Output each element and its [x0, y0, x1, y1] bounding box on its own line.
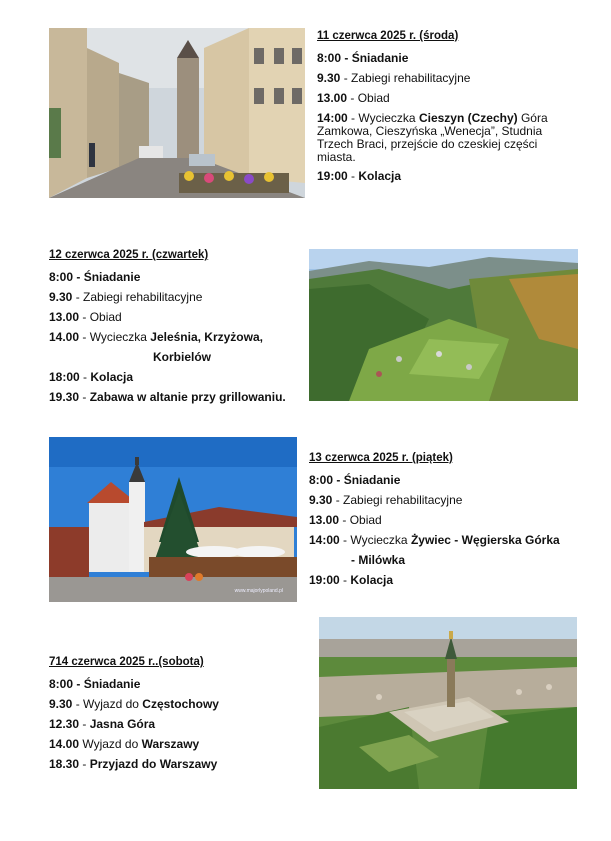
- photo-town-street: [49, 28, 305, 198]
- day-block-thursday: [49, 245, 299, 407]
- schedule-item: 8:00 - Śniadanie: [309, 473, 401, 487]
- photo-jasna-gora-aerial: [319, 617, 577, 789]
- schedule-item-continued: - Milówka: [351, 553, 406, 567]
- photo-watermark: www.majorlypoland.pl: [234, 588, 283, 594]
- day-title: 13 czerwca 2025 r. (piątek): [309, 452, 453, 464]
- schedule-item: 14:00 - Wycieczka Cieszyn (Czechy) Góra Zamkowa, Cieszyńska „Wenecja”, Studnia Trzech Braci, przejście do czeskiej części miasta.: [317, 111, 548, 164]
- schedule-item: 8:00 - Śniadanie: [49, 677, 141, 691]
- schedule-item: 13.00 - Obiad: [309, 513, 382, 527]
- schedule-item: 19:00 - Kolacja: [309, 573, 394, 587]
- day-title: 12 czerwca 2025 r. (czwartek): [49, 249, 209, 261]
- schedule-item: 9.30 - Zabiegi rehabilitacyjne: [49, 290, 203, 304]
- schedule-item: 18:00 - Kolacja: [49, 370, 134, 384]
- schedule-item: 8:00 - Śniadanie: [49, 270, 141, 284]
- schedule-item: 19.30 - Zabawa w altanie przy grillowaniu.: [49, 390, 286, 404]
- day-block-friday: [309, 448, 579, 590]
- schedule-item: 9.30 - Zabiegi rehabilitacyjne: [309, 493, 463, 507]
- schedule-item: 14:00 - Wycieczka Żywiec - Węgierska Górka: [309, 533, 560, 547]
- schedule-item: 19:00 - Kolacja: [317, 169, 402, 183]
- schedule-item: 12.30 - Jasna Góra: [49, 717, 156, 731]
- schedule-item: 18.30 - Przyjazd do Warszawy: [49, 757, 218, 771]
- schedule-item: 13.00 - Obiad: [49, 310, 122, 324]
- schedule-item-continued: Korbielów: [153, 350, 212, 364]
- day-block-saturday: [49, 652, 299, 774]
- schedule-item: 9.30 - Wyjazd do Częstochowy: [49, 697, 219, 711]
- day-title: 11 czerwca 2025 r. (środa): [317, 30, 459, 42]
- day-title: 714 czerwca 2025 r..(sobota): [49, 656, 204, 668]
- schedule-item: 13.00 - Obiad: [317, 91, 390, 105]
- schedule-item: 8:00 - Śniadanie: [317, 51, 409, 65]
- day-block-wednesday: [317, 26, 557, 186]
- schedule-item: 9.30 - Zabiegi rehabilitacyjne: [317, 71, 471, 85]
- photo-town-square: [49, 437, 297, 602]
- schedule-item: 14.00 - Wycieczka Jeleśnia, Krzyżowa,: [49, 330, 263, 344]
- schedule-item: 14.00 Wyjazd do Warszawy: [49, 737, 200, 751]
- photo-mountain-valley: [309, 249, 578, 401]
